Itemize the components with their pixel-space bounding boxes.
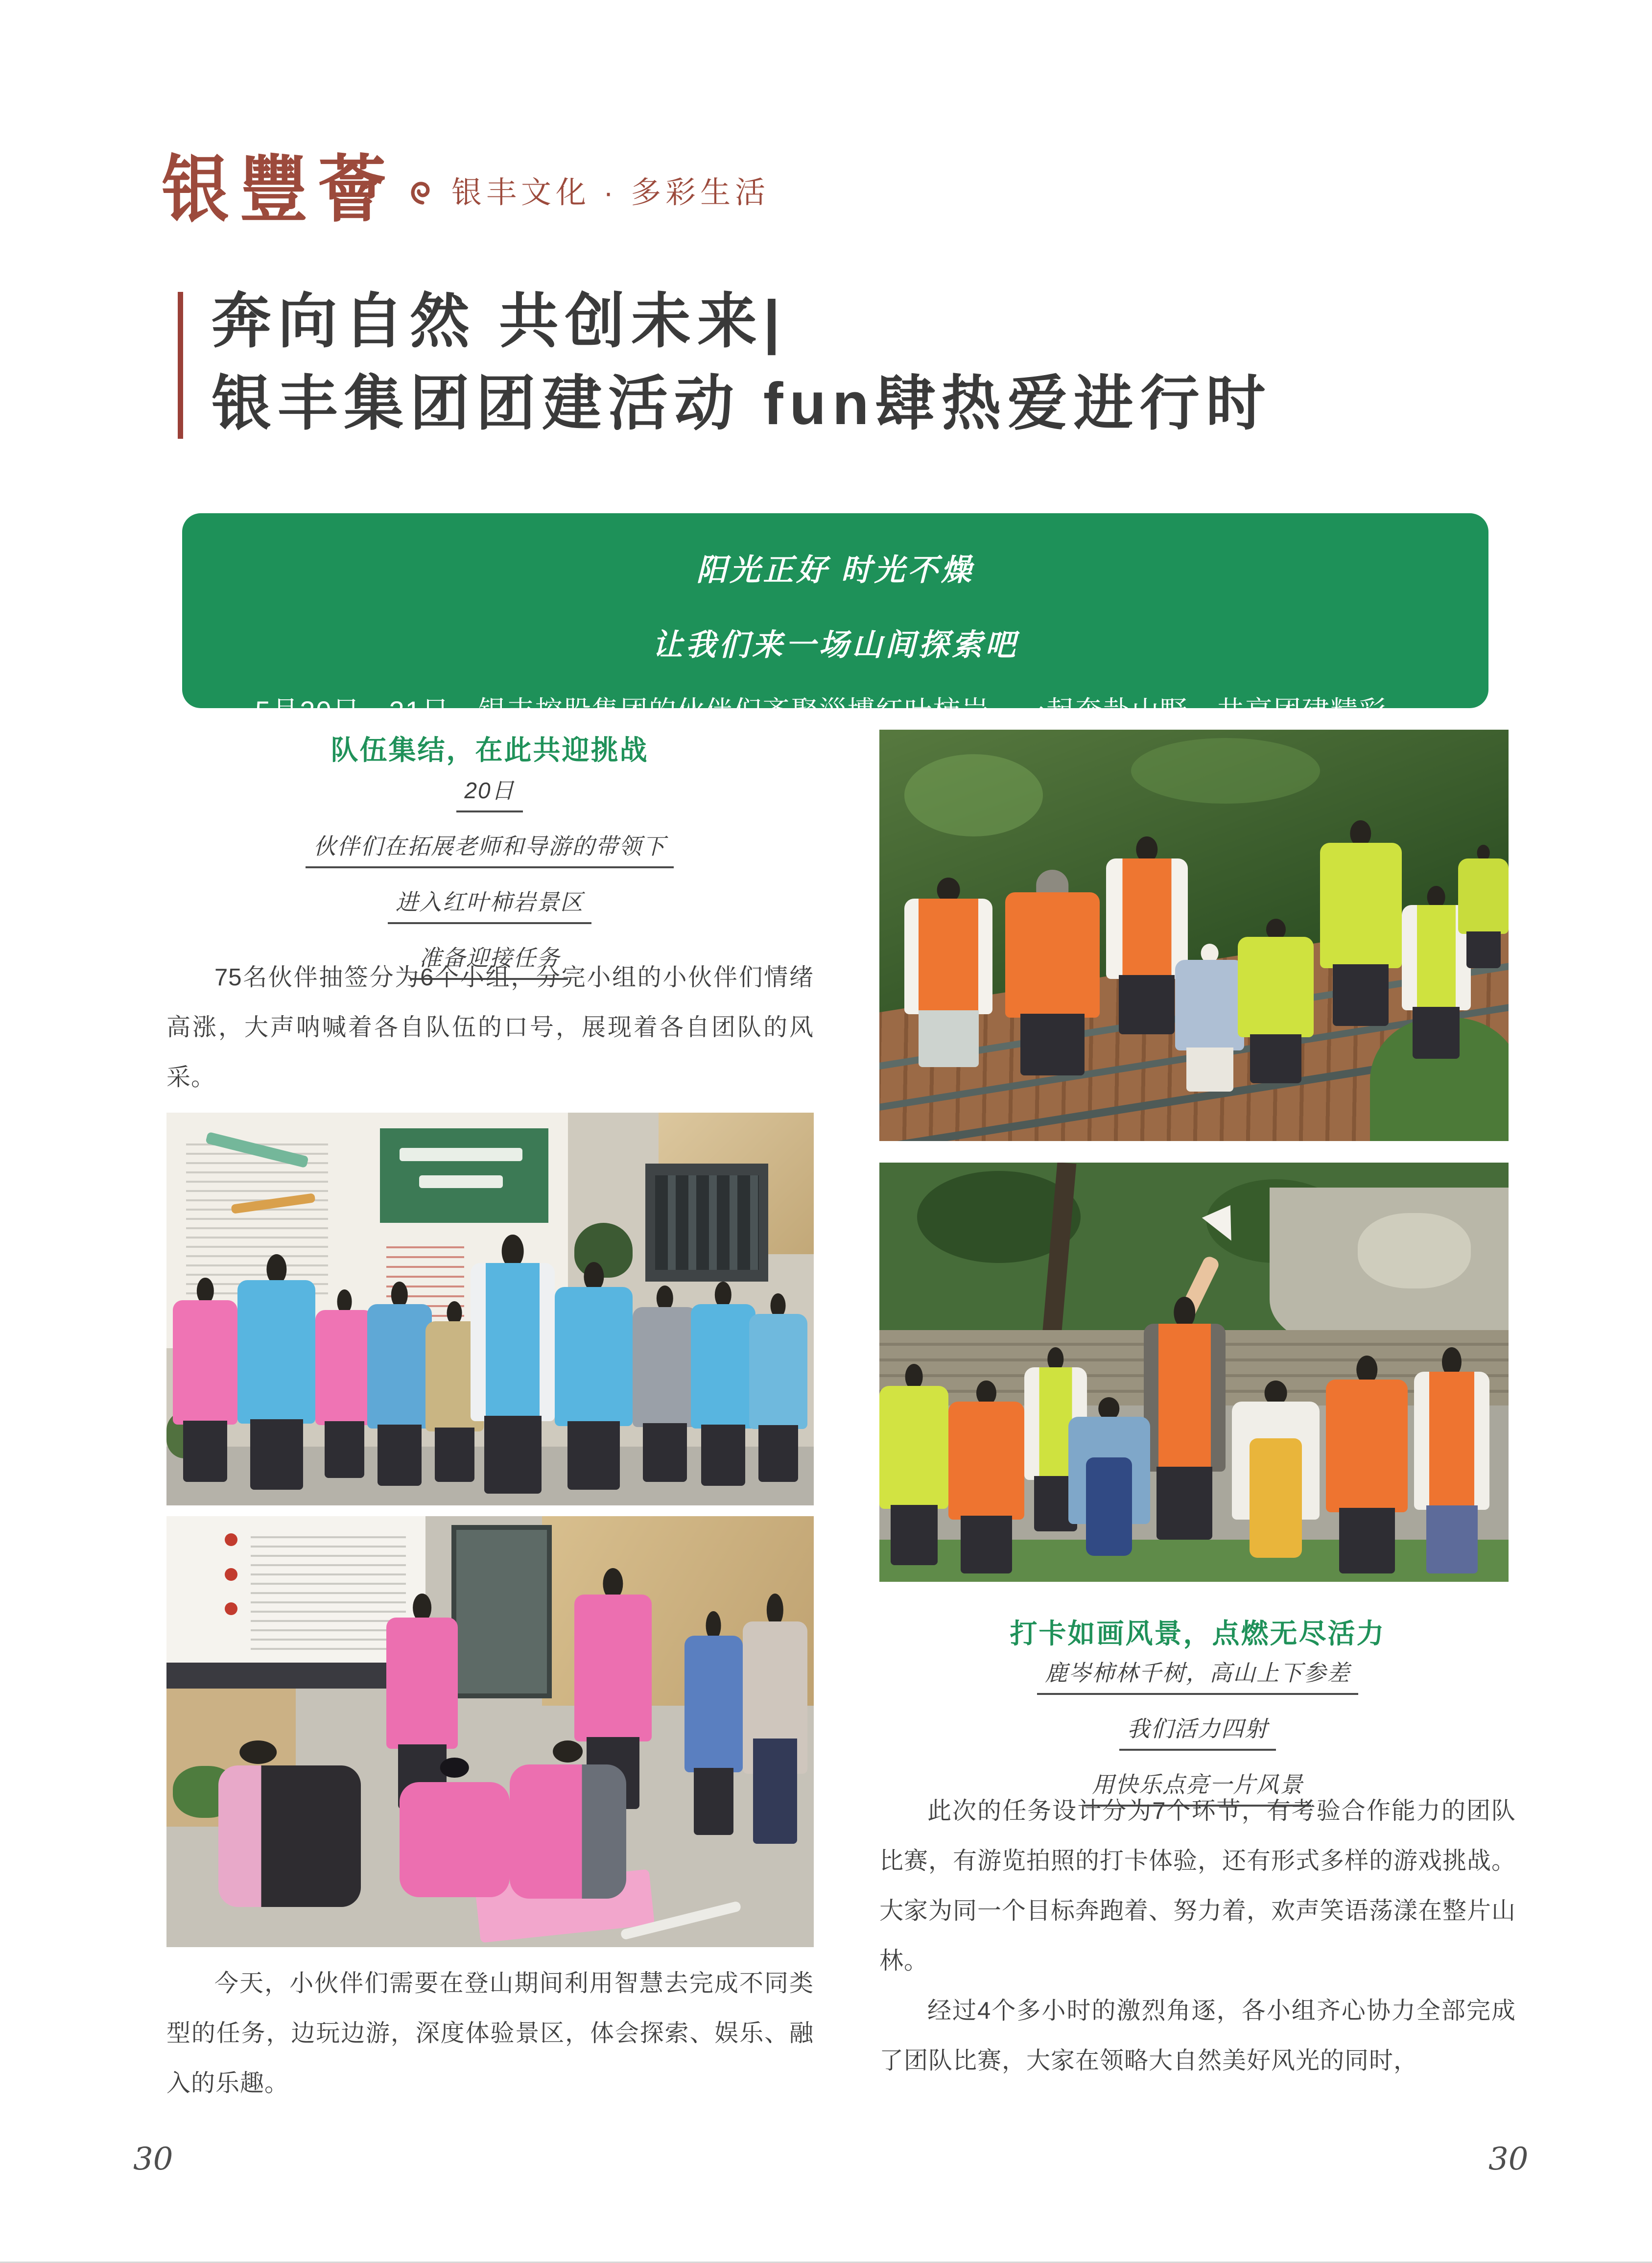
person-blue-vest	[691, 1282, 755, 1486]
page-number-right: 30	[1488, 2141, 1529, 2177]
tagline-line: 鹿岑柿林千树，高山上下参差	[879, 1655, 1516, 1695]
person-crouching-pink	[510, 1740, 626, 1913]
sign-red-dot	[225, 1533, 237, 1546]
person-yellow-backpack	[1232, 1381, 1320, 1573]
article-title-line1: 奔向自然 共创未来|	[212, 288, 787, 355]
right-paragraph-2: 经过4个多小时的激烈角逐，各小组齐心协力全部完成了团队比赛，大家在领略大自然美好风光的同时，	[879, 1997, 1516, 2074]
article-title	[212, 280, 1534, 445]
photo-right-boardwalk-climb	[879, 730, 1509, 1141]
person-orange-vest-hat	[1005, 870, 1100, 1075]
masthead-tagline: 银丰文化 · 多彩生活	[451, 175, 770, 210]
person-orange-vest	[1414, 1347, 1489, 1573]
tagline-line: 进入红叶柿岩景区	[166, 884, 813, 924]
left-section-heading: 队伍集结，在此共迎挑战	[330, 735, 649, 765]
intro-banner	[182, 513, 1488, 726]
person-lime-vest	[879, 1364, 948, 1565]
person-navy-bystander	[743, 1594, 807, 1843]
foliage-light	[1131, 738, 1320, 804]
tagline-line: 20日	[166, 773, 813, 812]
foliage-light	[904, 754, 1043, 836]
person-blue-vest	[237, 1254, 315, 1490]
photo-right-paper-plane	[879, 1163, 1509, 1582]
sign-red-dot	[225, 1568, 237, 1581]
right-paragraph-1: 此次的任务设计分为7个环节，有考验合作能力的团队比赛，有游览拍照的打卡体验，还有形式多样的游戏挑战。大家为同一个目标奔跑着、努力着，欢声笑语荡漾在整片山林。	[879, 1798, 1516, 1974]
person-crouching-dark	[218, 1740, 361, 1922]
person-pink-vest	[315, 1289, 374, 1478]
person-orange-vest	[904, 878, 992, 1067]
person-blue-jacket-backpack	[1068, 1397, 1150, 1573]
person-white-cap	[1175, 944, 1244, 1092]
person-blue-vest-bystander	[684, 1611, 743, 1835]
person-blue-vest	[749, 1293, 807, 1482]
banner-line1: 阳光正好 时光不燥	[696, 553, 974, 587]
tagline-line: 准备迎接任务	[166, 940, 813, 980]
person-white-hoodie-blue-vest	[471, 1235, 555, 1494]
sign-text-lines	[251, 1529, 406, 1649]
person-orange-vest	[948, 1381, 1024, 1573]
sign-red-dot	[225, 1602, 237, 1615]
article-title-line2: 银丰集团团建活动 fun肆热爱进行时	[212, 370, 1272, 437]
tagline-line: 伙伴们在拓展老师和导游的带领下	[166, 829, 813, 868]
person-crouching-cap	[400, 1758, 510, 1913]
person-lime-vest	[1320, 820, 1402, 1026]
banner-line3: 5月20日—21日，银丰控股集团的伙伴们齐聚淄博红叶柿岩，一起奔赴山野，共享团建精彩。	[255, 695, 1416, 726]
person-lime-vest	[1238, 919, 1313, 1083]
tagline-line: 用快乐点亮一片风景	[879, 1767, 1516, 1807]
glass-door	[451, 1525, 552, 1698]
building-glass	[655, 1175, 759, 1269]
person-center-orange-vest	[1144, 1297, 1226, 1540]
swirl-icon	[403, 172, 439, 207]
banner-line2: 让我们来一场山间探索吧	[652, 628, 1018, 662]
photo-left-group-billboard	[166, 1113, 814, 1505]
boulder-light	[1358, 1213, 1471, 1288]
header-text-dash	[400, 1148, 522, 1161]
left-paragraph-1: 75名伙伴抽签分为6个小组，分完小组的小伙伴们情绪高涨，大声呐喊着各自队伍的口号，展现着各自团队的风采。	[166, 964, 814, 1091]
person-gray-shirt	[633, 1286, 697, 1482]
header-text-dash	[419, 1175, 503, 1188]
person-lime-vest-far	[1458, 845, 1509, 968]
masthead	[162, 143, 770, 236]
tagline-line: 我们活力四射	[879, 1711, 1516, 1751]
right-section-heading: 打卡如画风景，点燃无尽活力	[1010, 1618, 1386, 1649]
title-accent-bar	[178, 292, 183, 439]
photo-left-puzzle-task	[166, 1516, 814, 1947]
person-blue-vest	[367, 1282, 432, 1486]
person-blue-vest	[555, 1262, 633, 1490]
right-paragraphs	[879, 1787, 1516, 2086]
logo-calligraphy: 银豐薈	[162, 146, 397, 233]
left-paragraph-2: 今天，小伙伴们需要在登山期间利用智慧去完成不同类型的任务，边玩边游，深度体验景区，体会探索、娱乐、融入的乐趣。	[166, 1970, 814, 2096]
person-pink-vest	[173, 1278, 237, 1482]
page-number-left: 30	[133, 2141, 173, 2177]
person-orange-vest	[1326, 1356, 1408, 1573]
